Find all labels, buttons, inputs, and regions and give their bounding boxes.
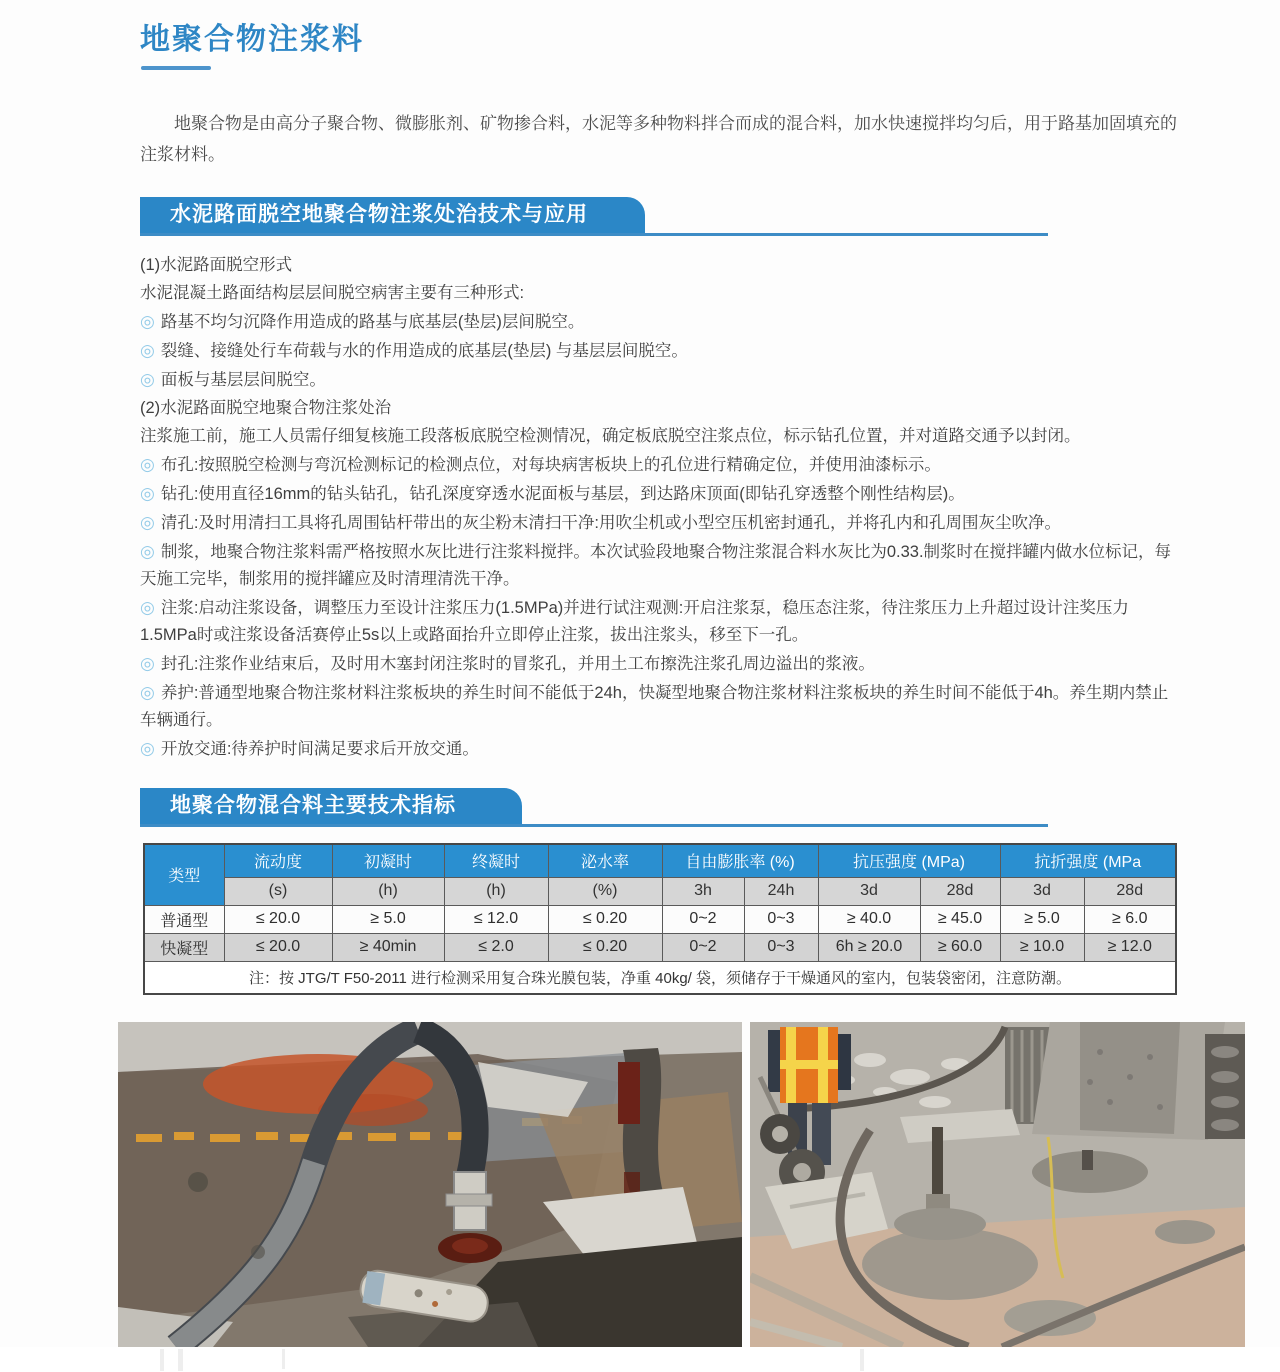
table-cell: 0~2: [662, 905, 744, 933]
bullet-line: [140, 679, 1182, 734]
bullet-line: [140, 480, 1182, 508]
bullet-text: 封孔:注浆作业结束后，及时用木塞封闭注浆时的冒浆孔，并用土工布擦洗注浆孔周边溢出的浆液。: [160, 655, 875, 673]
table-cell: 6h ≥ 20.0: [818, 933, 920, 961]
bullet-text: 布孔:按照脱空检测与弯沉检测标记的检测点位，对每块病害板块上的孔位进行精确定位，并使用油漆标示。: [160, 456, 941, 474]
section2-banner-row: [140, 788, 1048, 827]
photo-right-worksite: [750, 1022, 1245, 1347]
table-cell: ≥ 6.0: [1084, 905, 1176, 933]
page-bottom-strip: [0, 1347, 1280, 1372]
section1-banner: 水泥路面脱空地聚合物注浆处治技术与应用: [140, 197, 645, 233]
page-title: 地聚合物注浆料: [140, 23, 364, 56]
table-cell: ≥ 5.0: [332, 905, 444, 933]
bullet-line: [140, 451, 1182, 479]
row-label: 普通型: [144, 905, 224, 933]
bullet-text: 制浆，地聚合物注浆料需严格按照水灰比进行注浆料搅拌。本次试验段地聚合物注浆混合料水灰比为0.33.制浆时在搅拌罐内做水位标记，每天施工完毕，制浆用的搅拌罐应及时清理清洗干净。: [140, 543, 1172, 588]
subheader-cell: 3d: [1000, 877, 1084, 905]
bullet-icon: ◎: [140, 598, 155, 617]
bullet-icon: ◎: [140, 484, 155, 503]
photo-left-grouting-hole: [118, 1022, 742, 1347]
table-cell: ≤ 12.0: [444, 905, 548, 933]
bullet-line: [140, 308, 1182, 336]
table-cell: ≤ 0.20: [548, 905, 662, 933]
bullet-text: 养护:普通型地聚合物注浆材料注浆板块的养生时间不能低于24h，快凝型地聚合物注浆材料注浆板块的养生时间不能低于4h。养生期内禁止车辆通行。: [140, 684, 1169, 729]
subheader-cell: (%): [548, 877, 662, 905]
section2-banner: 地聚合物混合料主要技术指标: [140, 788, 522, 824]
section1-banner-row: [140, 197, 1048, 236]
text-line: 水泥混凝土路面结构层层间脱空病害主要有三种形式:: [140, 284, 525, 302]
subheader-cell: 28d: [920, 877, 1000, 905]
subheader-cell: (h): [332, 877, 444, 905]
bullet-icon: ◎: [140, 312, 155, 331]
table-cell: ≤ 0.20: [548, 933, 662, 961]
subheader-cell: 3h: [662, 877, 744, 905]
bullet-line: [140, 650, 1182, 678]
table-cell: ≥ 12.0: [1084, 933, 1176, 961]
text-line: 注浆施工前，施工人员需仔细复核施工段落板底脱空检测情况，确定板底脱空注浆点位，标示钻孔位置，并对道路交通予以封闭。: [140, 427, 1081, 445]
bullet-icon: ◎: [140, 370, 155, 389]
bullet-text: 面板与基层层间脱空。: [160, 371, 326, 389]
table-row-rapid: [144, 933, 1176, 961]
table-cell: ≤ 2.0: [444, 933, 548, 961]
header-cell: 终凝时: [444, 844, 548, 877]
spec-table: [143, 843, 1177, 995]
header-cell: 抗压强度 (MPa): [818, 844, 1000, 877]
bullet-text: 裂缝、接缝处行车荷载与水的作用造成的底基层(垫层) 与基层层间脱空。: [160, 342, 688, 360]
table-cell: 0~3: [744, 905, 818, 933]
header-cell: 泌水率: [548, 844, 662, 877]
table-cell: ≥ 45.0: [920, 905, 1000, 933]
table-header-row-1: [144, 844, 1176, 877]
text-line: (1)水泥路面脱空形式: [140, 256, 293, 274]
bullet-line: [140, 366, 1182, 394]
bullet-icon: ◎: [140, 654, 155, 673]
bullet-icon: ◎: [140, 739, 155, 758]
intro-paragraph: 地聚合物是由高分子聚合物、微膨胀剂、矿物掺合料，水泥等多种物料拌合而成的混合料，加水快速搅拌均匀后，用于路基加固填充的注浆材料。: [140, 114, 1177, 164]
subheader-cell: (h): [444, 877, 548, 905]
bullet-icon: ◎: [140, 513, 155, 532]
title-underline: [141, 66, 211, 70]
bullet-icon: ◎: [140, 683, 155, 702]
table-note-row: [144, 961, 1176, 994]
subheader-cell: (s): [224, 877, 332, 905]
header-cell: 自由膨胀率 (%): [662, 844, 818, 877]
bullet-text: 路基不均匀沉降作用造成的路基与底基层(垫层)层间脱空。: [160, 313, 585, 331]
bullet-text: 清孔:及时用清扫工具将孔周围钻杆带出的灰尘粉末清扫干净:用吹尘机或小型空压机密封通孔，并将孔内和孔周围灰尘吹净。: [160, 514, 1062, 532]
bullet-icon: ◎: [140, 341, 155, 360]
header-cell: 流动度: [224, 844, 332, 877]
table-cell: ≥ 60.0: [920, 933, 1000, 961]
subheader-cell: 28d: [1084, 877, 1176, 905]
bullet-icon: ◎: [140, 455, 155, 474]
bullet-text: 钻孔:使用直径16mm的钻头钻孔，钻孔深度穿透水泥面板与基层，到达路床顶面(即钻孔穿透整个刚性结构层)。: [160, 485, 965, 503]
subheader-cell: 24h: [744, 877, 818, 905]
table-cell: ≥ 5.0: [1000, 905, 1084, 933]
table-cell: ≥ 40.0: [818, 905, 920, 933]
header-cell: 初凝时: [332, 844, 444, 877]
table-cell: ≥ 10.0: [1000, 933, 1084, 961]
bullet-line: [140, 337, 1182, 365]
table-header-row-2: [144, 877, 1176, 905]
bullet-text: 注浆:启动注浆设备，调整压力至设计注浆压力(1.5MPa)并进行试注观测:开启注浆泵，稳压态注浆，待注浆压力上升超过设计注奖压力1.5MPa时或注浆设备活赛停止5s以上或路面抬升立即停止注浆，拔出注浆头，移至下一孔。: [140, 599, 1129, 644]
header-cell-type: 类型: [144, 844, 224, 905]
table-cell: ≤ 20.0: [224, 905, 332, 933]
table-note: 注：按 JTG/T F50-2011 进行检测采用复合珠光膜包装，净重 40kg/ 袋，须储存于干燥通风的室内，包装袋密闭，注意防潮。: [144, 961, 1176, 994]
row-label: 快凝型: [144, 933, 224, 961]
bullet-line: [140, 735, 1182, 763]
bullet-line: [140, 594, 1182, 649]
table-cell: ≥ 40min: [332, 933, 444, 961]
header-cell: 抗折强度 (MPa: [1000, 844, 1176, 877]
table-cell: ≤ 20.0: [224, 933, 332, 961]
table-cell: 0~3: [744, 933, 818, 961]
section1-content: [140, 252, 1182, 764]
bullet-icon: ◎: [140, 542, 155, 561]
table-row-ordinary: [144, 905, 1176, 933]
bullet-line: [140, 509, 1182, 537]
bullet-text: 开放交通:待养护时间满足要求后开放交通。: [160, 740, 479, 758]
bullet-line: [140, 538, 1182, 593]
text-line: (2)水泥路面脱空地聚合物注浆处治: [140, 399, 392, 417]
table-cell: 0~2: [662, 933, 744, 961]
subheader-cell: 3d: [818, 877, 920, 905]
